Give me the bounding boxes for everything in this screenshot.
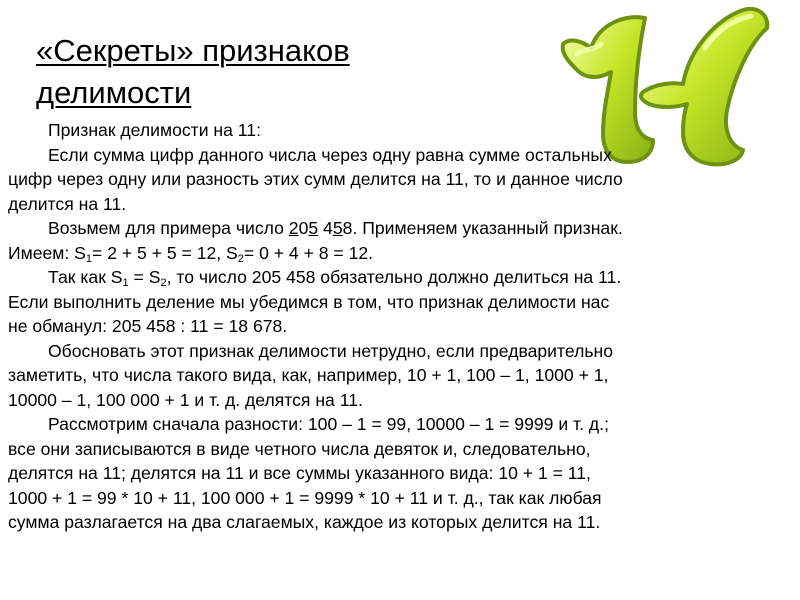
paragraph-line: Если выполнить деление мы убедимся в том, что признак делимости нас	[8, 291, 610, 312]
article-body	[8, 118, 798, 535]
text-run: 8	[342, 218, 353, 238]
paragraph-line: Рассмотрим сначала разности: 100 – 1 = 99, 10000 – 1 = 9999 и т. д.;	[48, 414, 609, 434]
paragraph-line: делятся на 11; делятся на 11 и все суммы указанного вида: 10 + 1 = 11,	[8, 463, 591, 483]
title-line-2: делимости	[36, 75, 192, 110]
text-run: 0	[298, 218, 309, 238]
paragraph-line: Если сумма цифр данного числа через одну равна сумме остальных	[48, 144, 612, 165]
subscript: 2	[160, 277, 167, 289]
paragraph-line: 10000 – 1, 100 000 + 1 и т. д. делятся на 11.	[8, 389, 363, 410]
text-run: = 2 + 5 + 5 = 12, S	[92, 242, 238, 263]
text-run: Возьмем для примера число	[48, 218, 289, 238]
paragraph-line: все они записываются в виде четного числа девяток и, следовательно,	[8, 438, 591, 459]
paragraph-line: 1000 + 1 = 99 * 10 + 11, 100 000 + 1 = 9999 * 10 + 11 и т. д., так как любая	[8, 487, 602, 508]
paragraph-line	[8, 241, 798, 266]
text-run: Имеем: S	[8, 242, 86, 263]
text-run: = S	[128, 267, 161, 287]
paragraph-line	[8, 216, 798, 241]
text-run: . Применяем указанный признак.	[352, 218, 623, 238]
paragraph-line: заметить, что числа такого вида, как, например, 10 + 1, 100 – 1, 1000 + 1,	[8, 365, 609, 385]
paragraph-line: сумма разлагается на два слагаемых, каждое из которых делится на 11.	[8, 512, 601, 532]
subscript: 1	[122, 277, 129, 289]
text-run: 4	[318, 218, 333, 238]
paragraph-line: Обосновать этот признак делимости нетрудно, если предварительно	[48, 340, 613, 361]
page-title	[36, 30, 350, 114]
text-run: = 0 + 4 + 8 = 12.	[243, 242, 374, 263]
underlined-digit: 5	[332, 218, 343, 238]
text-run: , то число 205 458 обязательно должно делиться на 11.	[166, 267, 622, 287]
paragraph-line: Признак делимости на 11:	[48, 120, 261, 140]
underlined-digit: 5	[308, 218, 319, 238]
paragraph-line: цифр через одну или разность этих сумм делится на 11, то и данное число	[8, 169, 623, 189]
subscript: 1	[85, 252, 93, 265]
paragraph-line	[8, 265, 798, 290]
paragraph-line: делится на 11.	[8, 193, 127, 214]
text-run: Так как S	[48, 267, 123, 287]
title-line-1: «Секреты» признаков	[36, 33, 350, 68]
subscript: 2	[237, 252, 244, 265]
underlined-digit: 2	[288, 218, 299, 238]
paragraph-line: не обманул: 205 458 : 11 = 18 678.	[8, 316, 288, 336]
